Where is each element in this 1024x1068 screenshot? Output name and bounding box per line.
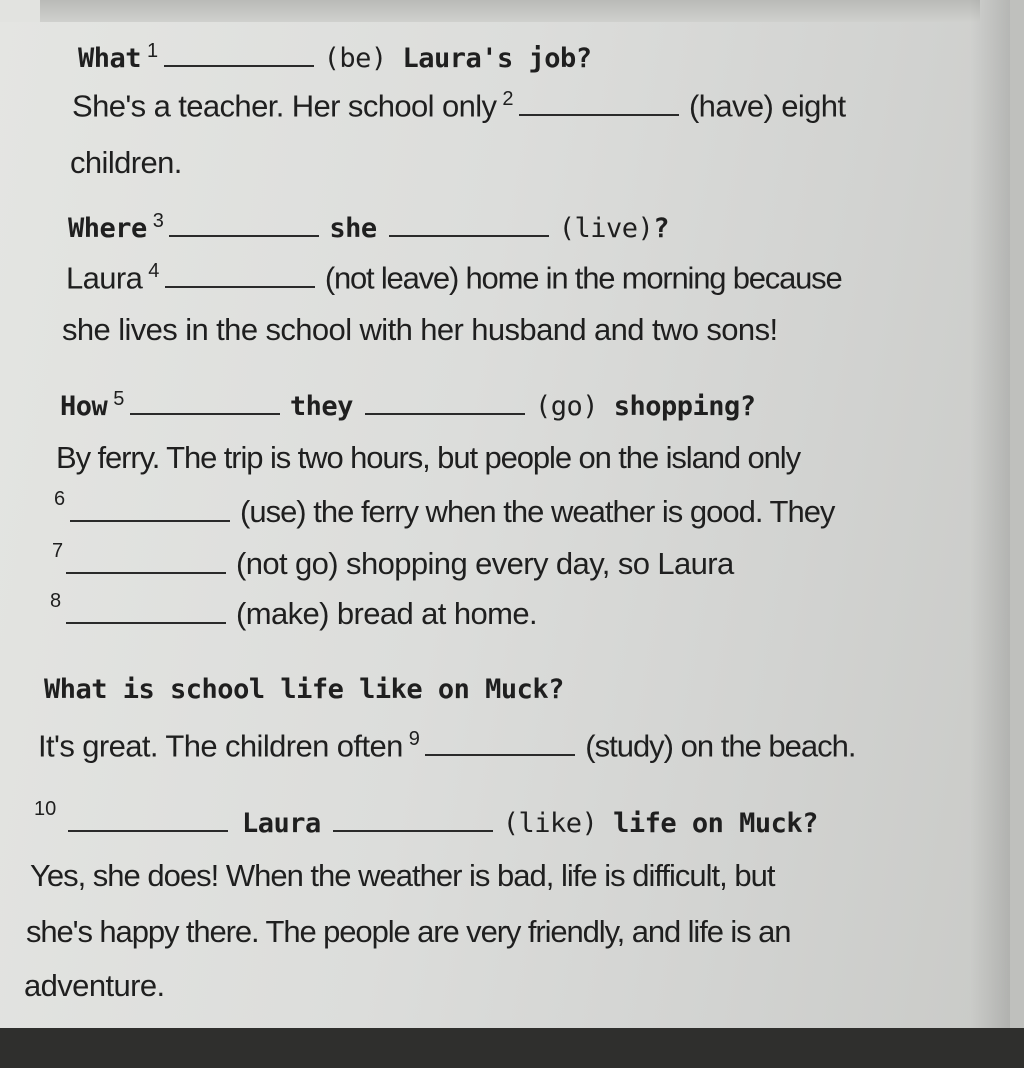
question-text: life on Muck? (613, 808, 818, 839)
question-1 (78, 40, 592, 74)
answer-blank-7[interactable] (66, 571, 226, 574)
blank-number: 2 (502, 88, 513, 110)
verb-hint: (have) eight (688, 88, 846, 124)
blank-number: 9 (408, 728, 420, 750)
blank-number: 7 (52, 540, 64, 562)
question-text: What (78, 43, 142, 74)
answer-text: she's happy there. The people are very friendly, and life is an (26, 914, 791, 949)
question-4 (44, 674, 564, 705)
answer-text: (study) on the beach. (585, 728, 856, 764)
question-5 (68, 808, 818, 839)
top-page-edge (40, 0, 980, 22)
answer-blank-8[interactable] (66, 621, 226, 624)
question-text: What is school life like on Muck? (44, 674, 564, 705)
verb-hint: (live) (558, 213, 654, 244)
answer-blank-6[interactable] (70, 519, 230, 522)
answer-text: children. (70, 145, 182, 180)
answer-blank-1[interactable] (164, 64, 314, 67)
answer-text: she lives in the school with her husband and two sons! (62, 312, 778, 347)
blank-number: 1 (147, 40, 158, 62)
answer-blank-5a[interactable] (130, 412, 280, 415)
answer-text: (use) the ferry when the weather is good. They (240, 494, 835, 529)
question-text: shopping? (613, 391, 756, 422)
answer-3-line-2 (70, 494, 834, 530)
blank-number: 5 (113, 388, 124, 410)
background-surface (0, 1028, 1024, 1068)
question-mark: ? (653, 213, 669, 244)
question-text: Laura (242, 808, 321, 839)
question-text: they (289, 391, 353, 422)
question-text: How (60, 391, 108, 422)
verb-hint: (like) (502, 808, 598, 839)
answer-blank-3a[interactable] (169, 234, 319, 237)
answer-2-line-1 (66, 260, 842, 296)
answer-text: It's great. The children often (38, 728, 403, 764)
page-corner (0, 0, 40, 22)
question-text: Where (68, 213, 147, 244)
answer-text: Yes, she does! When the weather is bad, life is difficult, but (30, 858, 775, 893)
answer-text: (not go) shopping every day, so Laura (236, 546, 734, 581)
blank-number: 6 (54, 488, 66, 510)
answer-blank-10b[interactable] (333, 829, 493, 832)
verb-hint: (go) (534, 391, 598, 422)
answer-text: adventure. (24, 968, 165, 1003)
blank-number: 4 (148, 260, 159, 282)
answer-5-line-2 (26, 914, 790, 950)
answer-blank-9[interactable] (425, 753, 575, 756)
answer-2-line-2 (62, 312, 778, 348)
answer-blank-5b[interactable] (365, 412, 525, 415)
answer-3-line-3 (66, 546, 734, 582)
answer-3-line-4 (66, 596, 537, 632)
answer-blank-3b[interactable] (389, 234, 549, 237)
answer-4 (38, 728, 856, 764)
answer-text: (not leave) home in the morning because (324, 260, 842, 296)
answer-1-line-2 (70, 145, 182, 181)
answer-1-line-1 (72, 88, 845, 124)
answer-text: She's a teacher. Her school only (72, 88, 497, 124)
answer-blank-2[interactable] (519, 113, 679, 116)
answer-text: By ferry. The trip is two hours, but people on the island only (56, 440, 800, 475)
answer-blank-4[interactable] (165, 285, 315, 288)
question-text: she (329, 213, 377, 244)
answer-text: Laura (66, 260, 143, 296)
question-3 (60, 388, 756, 422)
question-text: Laura's job? (402, 43, 592, 74)
page-shadow (970, 0, 1010, 1040)
answer-blank-10a[interactable] (68, 829, 228, 832)
verb-hint: (be) (323, 43, 387, 74)
question-2 (68, 210, 669, 244)
answer-text: (make) bread at home. (236, 596, 537, 631)
blank-number: 8 (50, 590, 62, 612)
answer-5-line-1 (30, 858, 774, 894)
blank-number: 10 (34, 798, 57, 820)
answer-3-line-1 (56, 440, 800, 476)
adjacent-page-edge (1010, 0, 1024, 1068)
answer-5-line-3 (24, 968, 165, 1004)
blank-number: 3 (152, 210, 164, 232)
